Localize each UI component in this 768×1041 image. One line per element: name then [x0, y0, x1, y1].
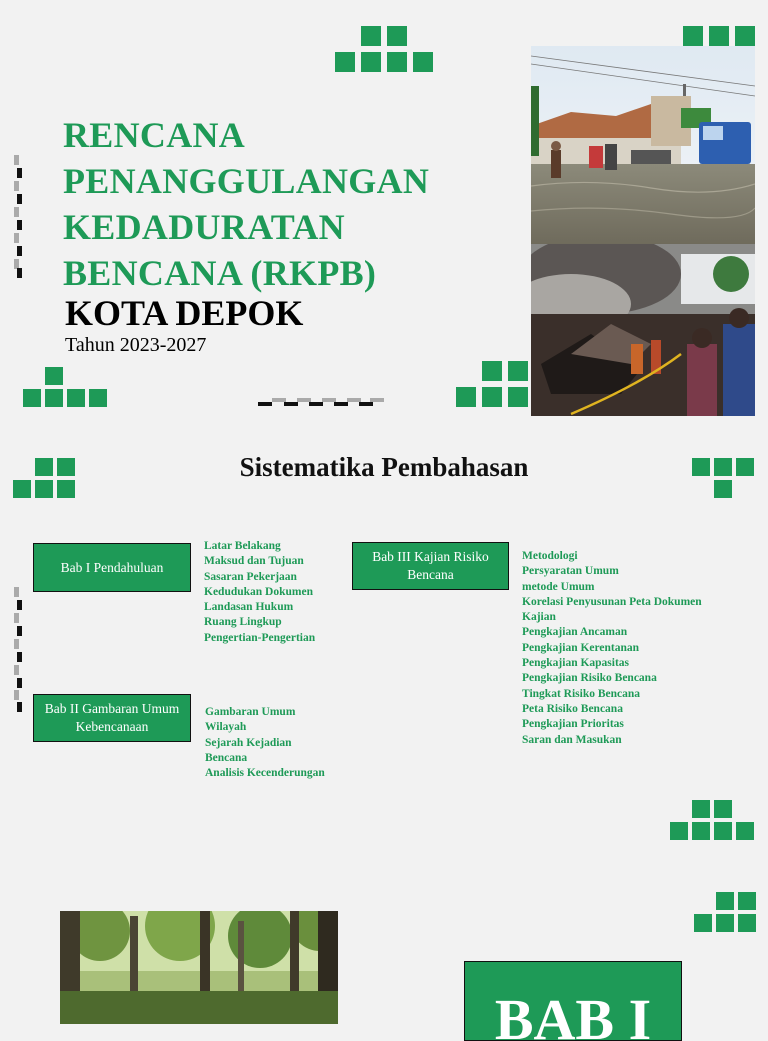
list-item: Pengkajian Kerentanan — [522, 641, 640, 654]
title-line-3: KEDADURATAN — [63, 207, 345, 247]
toc-heading: Sistematika Pembahasan — [239, 452, 529, 482]
title-line-2: PENANGGULANGAN — [63, 161, 430, 201]
list-item: Saran dan Masukan — [522, 733, 622, 746]
list-item: Landasan Hukum — [204, 601, 294, 614]
chapter-2-box[interactable] — [33, 694, 191, 742]
list-item: Pengkajian Risiko Bencana — [522, 672, 657, 685]
chapter-3-label: Bab III Kajian Risiko Bencana — [372, 549, 489, 582]
title-line-4: BENCANA (RKPB) — [63, 253, 377, 293]
chapter-1-items — [204, 539, 315, 646]
title-line-1: RENCANA — [63, 115, 246, 155]
list-item: Metodologi — [522, 550, 578, 562]
list-item: Pengkajian Kapasitas — [522, 657, 630, 670]
list-item: Sasaran Pekerjaan — [204, 570, 297, 583]
list-item: Pengkajian Ancaman — [522, 626, 628, 639]
chapter-3-box[interactable] — [352, 542, 509, 590]
fire-photo — [531, 244, 755, 416]
list-item: Maksud dan Tujuan — [204, 555, 304, 568]
list-item: Persyaratan Umum — [522, 565, 619, 578]
chapter-1-box[interactable] — [33, 543, 191, 592]
list-item: Ruang Lingkup — [204, 616, 282, 629]
chapter-2-label: Bab II Gambaran Umum Kebencanaan — [44, 701, 180, 734]
list-item: Analisis Kecenderungan — [205, 767, 325, 780]
flood-photo — [531, 46, 755, 244]
list-item: Tingkat Risiko Bencana — [522, 687, 641, 700]
forest-photo — [60, 911, 338, 1024]
list-item: Korelasi Penyusunan Peta Dokumen — [522, 595, 702, 608]
bab-i-banner: BAB I — [464, 961, 682, 1041]
chapter-3-items — [522, 549, 702, 748]
chapter-1-label: Bab I Pendahuluan — [60, 559, 164, 575]
list-item: Latar Belakang — [204, 540, 281, 552]
list-item: Gambaran Umum — [205, 706, 296, 718]
list-item: Kajian — [522, 611, 556, 624]
year-range: Tahun 2023-2027 — [65, 334, 207, 356]
list-item: Pengertian-Pengertian — [204, 631, 316, 644]
list-item: Sejarah Kejadian — [205, 736, 292, 749]
list-item: Peta Risiko Bencana — [522, 702, 623, 715]
list-item: metode Umum — [522, 580, 595, 593]
list-item: Bencana — [205, 751, 248, 764]
list-item: Wilayah — [205, 721, 247, 734]
list-item: Pengkajian Prioritas — [522, 718, 624, 731]
list-item: Kedudukan Dokumen — [204, 585, 313, 598]
city-name: KOTA DEPOK — [65, 293, 304, 333]
chapter-2-items — [205, 705, 325, 781]
